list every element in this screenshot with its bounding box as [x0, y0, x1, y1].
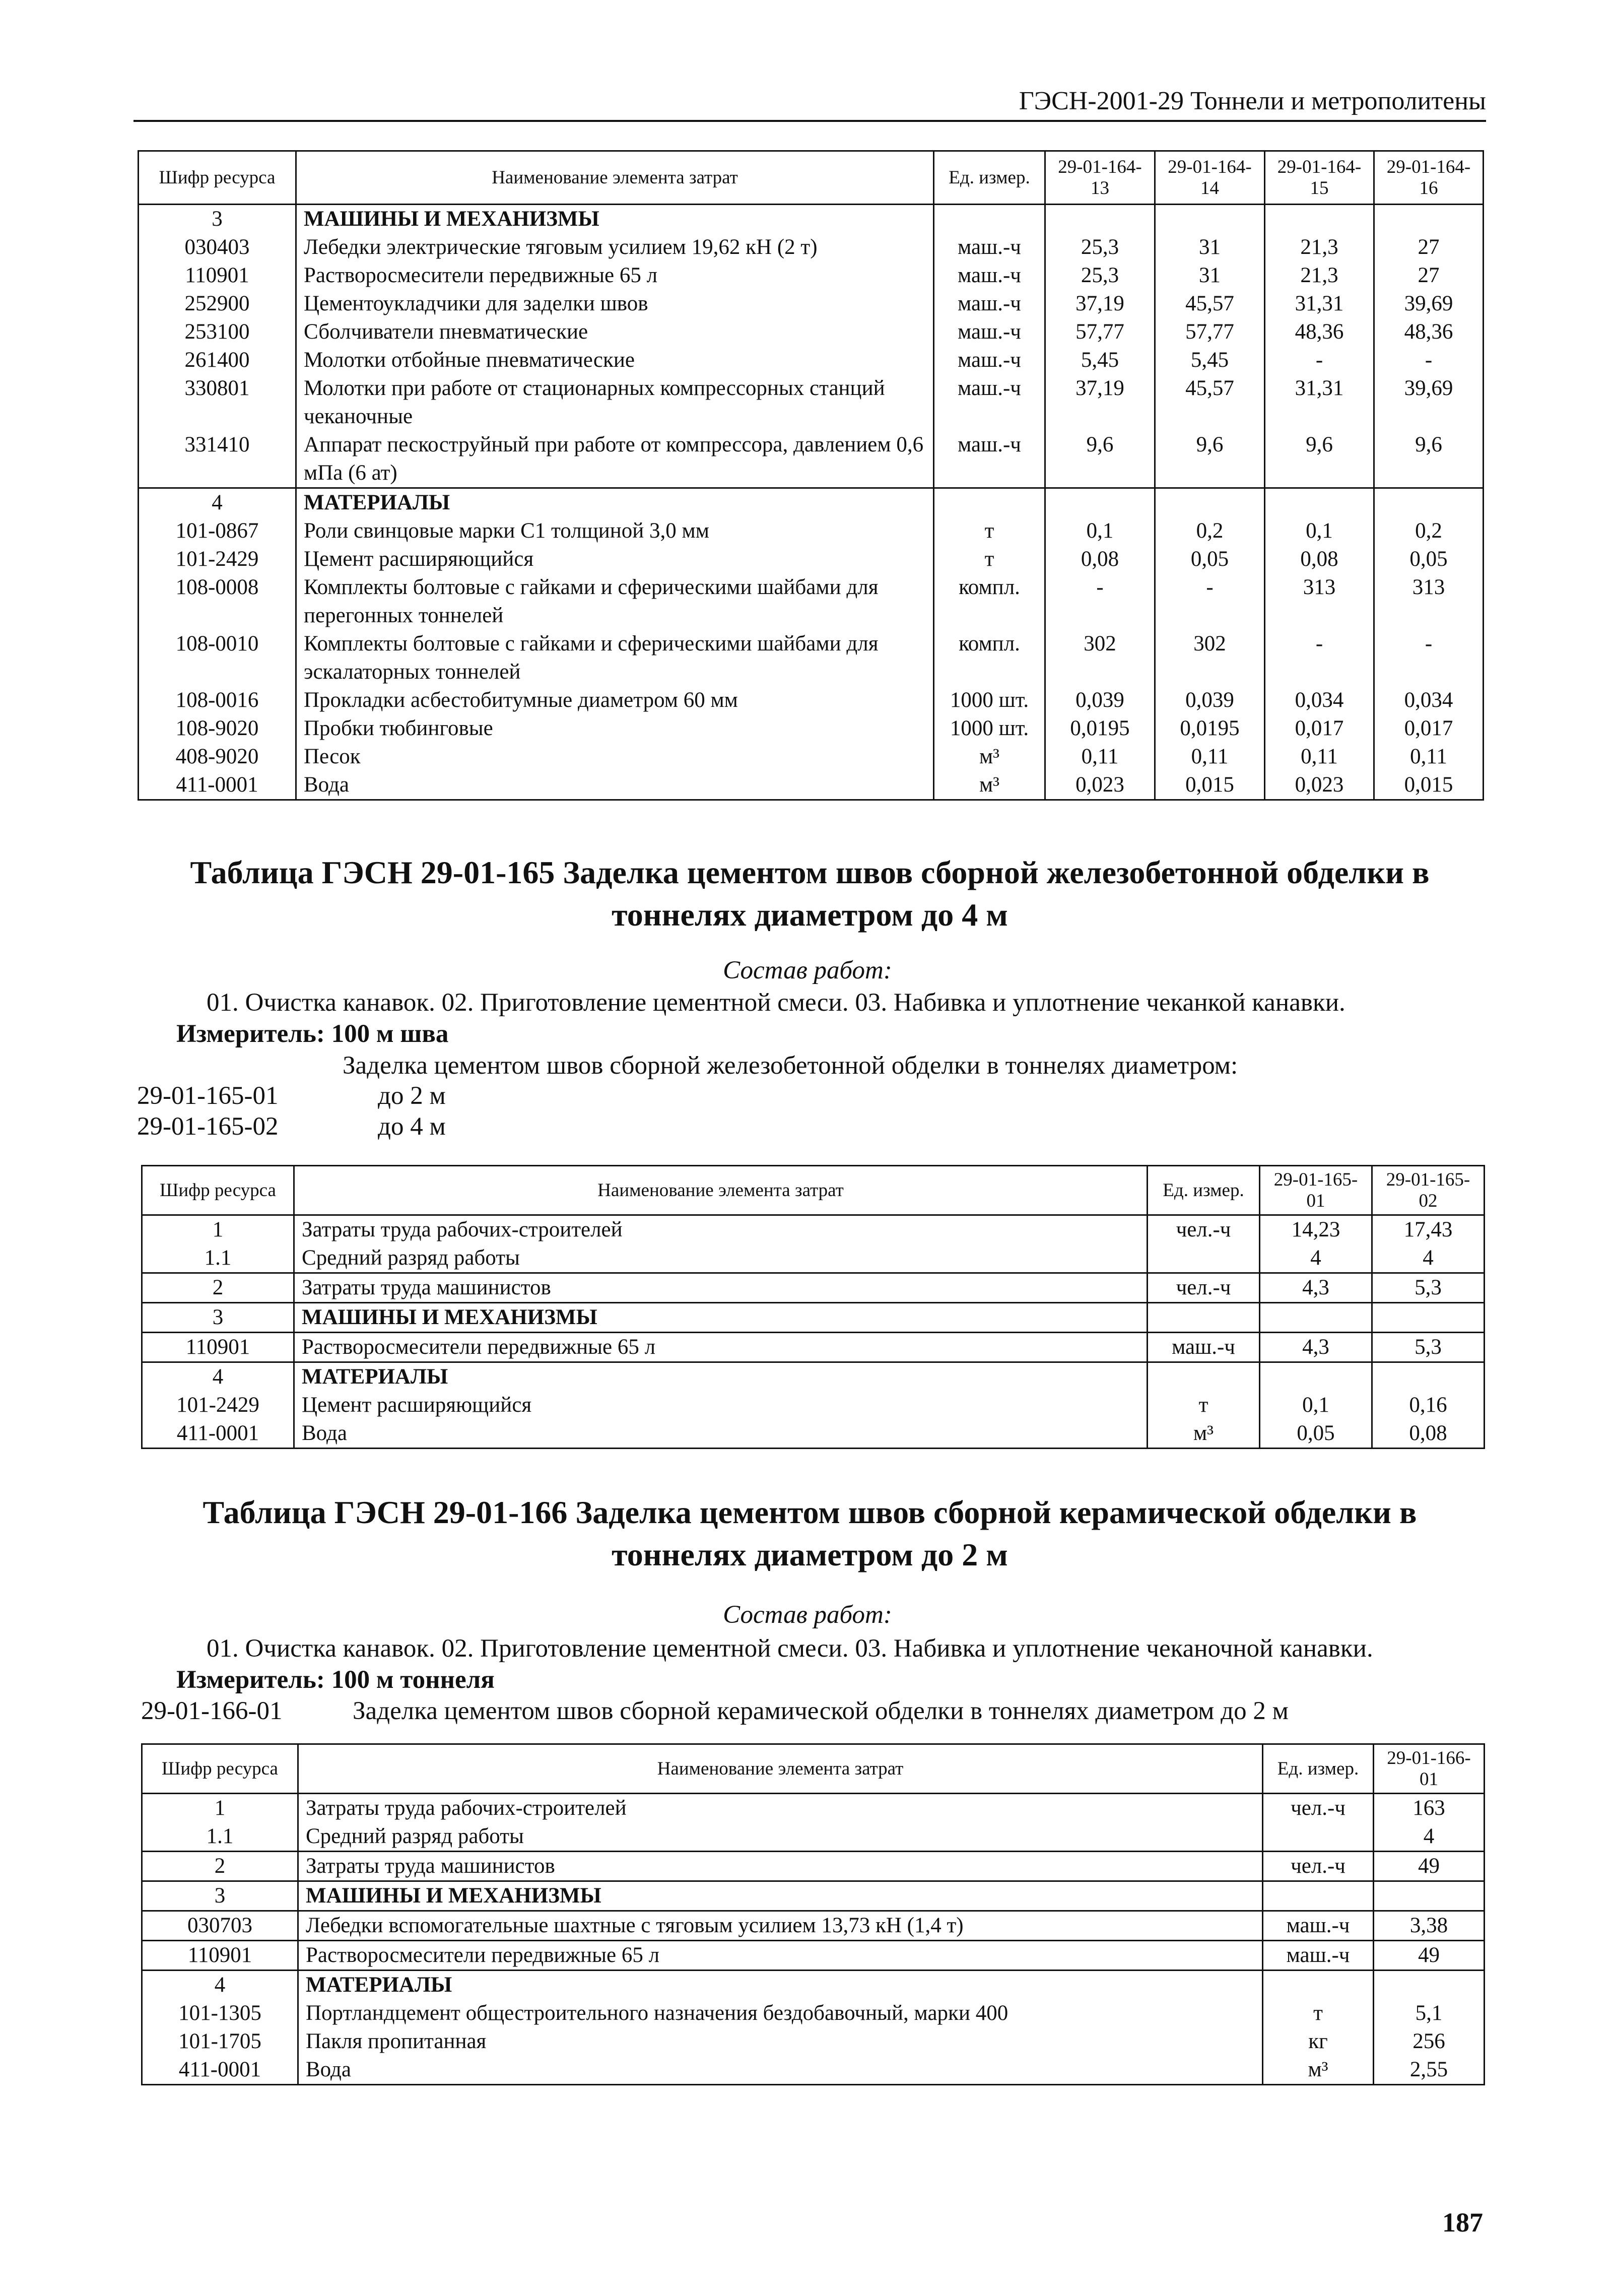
norm-value: 0,034 [1374, 686, 1484, 714]
resource-code: 330801 [139, 374, 296, 431]
unit: 1000 шт. [934, 714, 1045, 743]
unit: м³ [934, 743, 1045, 771]
norm-value: 0,039 [1045, 686, 1155, 714]
item-text: Заделка цементом швов сборной керамической обделки в тоннелях диаметром до 2 м [353, 1697, 1289, 1725]
norm-value: 0,08 [1045, 545, 1155, 573]
norm-value: 256 [1374, 2027, 1485, 2056]
table-row [142, 1911, 1485, 1941]
table-row [139, 290, 1484, 318]
cost-element-name: Комплекты болтовые с гайками и сферическими шайбами для перегонных тоннелей [296, 573, 934, 630]
cost-element-name: Цементоукладчики для заделки швов [296, 290, 934, 318]
norm-value: 0,0195 [1155, 714, 1265, 743]
table-row [142, 1244, 1485, 1273]
table-row [139, 205, 1484, 234]
table-29-01-166 [141, 1743, 1485, 2085]
norm-value: 27 [1374, 261, 1484, 290]
norm-value [1374, 488, 1484, 517]
unit: 1000 шт. [934, 686, 1045, 714]
resource-code: 108-0016 [139, 686, 296, 714]
table-row [142, 1999, 1485, 2027]
resource-code: 1.1 [142, 1244, 294, 1273]
norm-value: 4 [1372, 1244, 1485, 1273]
norm-value: 5,1 [1374, 1999, 1485, 2027]
norm-value [1374, 1971, 1485, 2000]
table-row [142, 1273, 1485, 1303]
unit: м³ [934, 771, 1045, 800]
norm-value: 0,015 [1155, 771, 1265, 800]
table-row [142, 1852, 1485, 1881]
norm-value [1372, 1362, 1485, 1392]
resource-code: 030403 [139, 233, 296, 261]
unit: маш.-ч [934, 290, 1045, 318]
norm-value: 39,69 [1374, 290, 1484, 318]
table-row [139, 488, 1484, 517]
resource-code: 108-9020 [139, 714, 296, 743]
norm-value: 5,3 [1372, 1333, 1485, 1362]
norm-value [1155, 488, 1265, 517]
resource-code: 252900 [139, 290, 296, 318]
norm-value: 25,3 [1045, 233, 1155, 261]
unit [934, 488, 1045, 517]
cost-element-name: Растворосмесители передвижные 65 л [294, 1333, 1148, 1362]
table-row [139, 630, 1484, 686]
norm-value [1155, 205, 1265, 234]
resource-code: 110901 [139, 261, 296, 290]
running-header [133, 87, 1486, 122]
norm-value: 4,3 [1260, 1273, 1372, 1303]
norm-value: - [1374, 630, 1484, 686]
unit: м³ [1263, 2056, 1374, 2085]
norm-value: 45,57 [1155, 374, 1265, 431]
unit: маш.-ч [934, 374, 1045, 431]
unit [1148, 1362, 1260, 1392]
resource-code: 4 [142, 1362, 294, 1392]
resource-code: 108-0008 [139, 573, 296, 630]
cost-element-name: Пробки тюбинговые [296, 714, 934, 743]
norm-value: 31 [1155, 261, 1265, 290]
resource-code: 4 [142, 1971, 298, 2000]
table-row [139, 431, 1484, 488]
table-row [142, 1303, 1485, 1333]
table-row [142, 1419, 1485, 1449]
norm-value: 45,57 [1155, 290, 1265, 318]
cost-element-name: Цемент расширяющийся [296, 545, 934, 573]
table-row [139, 686, 1484, 714]
unit [1263, 1971, 1374, 2000]
table-row [139, 346, 1484, 374]
page-number: 187 [1442, 2207, 1483, 2238]
cost-element-name: Песок [296, 743, 934, 771]
column-header: Шифр ресурса [142, 1744, 298, 1794]
norm-value: 0,16 [1372, 1391, 1485, 1419]
resource-code: 101-1705 [142, 2027, 298, 2056]
table-row [139, 233, 1484, 261]
table-row [139, 714, 1484, 743]
norm-value: 0,11 [1155, 743, 1265, 771]
unit: чел.-ч [1263, 1794, 1374, 1823]
norm-value: 0,1 [1265, 517, 1374, 545]
norm-value: - [1155, 573, 1265, 630]
norm-value: 25,3 [1045, 261, 1155, 290]
table-row [142, 2027, 1485, 2056]
table-row [139, 261, 1484, 290]
column-header: Шифр ресурса [142, 1166, 294, 1215]
norm-value: 49 [1374, 1941, 1485, 1971]
norm-value: 17,43 [1372, 1215, 1485, 1244]
cost-element-name: Молотки при работе от стационарных компрессорных станций чеканочные [296, 374, 934, 431]
norm-value: 31 [1155, 233, 1265, 261]
norm-value: 0,039 [1155, 686, 1265, 714]
cost-element-name: Пакля пропитанная [298, 2027, 1263, 2056]
norm-value: 37,19 [1045, 374, 1155, 431]
unit: компл. [934, 573, 1045, 630]
cost-element-name: Лебедки электрические тяговым усилием 19,62 кН (2 т) [296, 233, 934, 261]
norm-value: 9,6 [1045, 431, 1155, 488]
cost-element-name: Растворосмесители передвижные 65 л [296, 261, 934, 290]
resource-code: 1 [142, 1215, 294, 1244]
cost-element-name: МАТЕРИАЛЫ [294, 1362, 1148, 1392]
norm-value: 2,55 [1374, 2056, 1485, 2085]
cost-element-name: Молотки отбойные пневматические [296, 346, 934, 374]
norm-value: 37,19 [1045, 290, 1155, 318]
unit: маш.-ч [934, 261, 1045, 290]
resource-code: 108-0010 [139, 630, 296, 686]
cost-element-name: Вода [298, 2056, 1263, 2085]
norm-value [1260, 1362, 1372, 1392]
unit [1148, 1244, 1260, 1273]
column-header: 29-01-164-13 [1045, 151, 1155, 205]
resource-code: 110901 [142, 1333, 294, 1362]
resource-code: 101-2429 [142, 1391, 294, 1419]
unit: маш.-ч [1148, 1333, 1260, 1362]
norm-value [1374, 1881, 1485, 1911]
norm-value [1372, 1303, 1485, 1333]
table-row [142, 1391, 1485, 1419]
table-row [139, 374, 1484, 431]
unit: компл. [934, 630, 1045, 686]
composition-label: Состав работ: [723, 1601, 892, 1629]
resource-code: 101-0867 [139, 517, 296, 545]
norm-value: 9,6 [1265, 431, 1374, 488]
column-header: Ед. измер. [934, 151, 1045, 205]
column-header: Наименование элемента затрат [294, 1166, 1148, 1215]
unit: маш.-ч [1263, 1911, 1374, 1941]
resource-code: 411-0001 [142, 2056, 298, 2085]
table-row [142, 1333, 1485, 1362]
norm-value [1374, 205, 1484, 234]
norm-value: 0,05 [1155, 545, 1265, 573]
table-row [142, 1971, 1485, 2000]
unit: маш.-ч [1263, 1941, 1374, 1971]
norm-value: 0,023 [1265, 771, 1374, 800]
works-description: 01. Очистка канавок. 02. Приготовление цементной смеси. 03. Набивка и уплотнение чеканкой канавки. [207, 989, 1345, 1017]
norm-value: - [1045, 573, 1155, 630]
norm-value: 0,08 [1265, 545, 1374, 573]
column-header: 29-01-164-14 [1155, 151, 1265, 205]
norm-value: - [1265, 630, 1374, 686]
resource-code: 4 [139, 488, 296, 517]
cost-element-name: Вода [296, 771, 934, 800]
table-row [139, 545, 1484, 573]
cost-element-name: Цемент расширяющийся [294, 1391, 1148, 1419]
cost-element-name: Затраты труда машинистов [298, 1852, 1263, 1881]
unit [1263, 1822, 1374, 1852]
resource-code: 3 [142, 1881, 298, 1911]
unit: маш.-ч [934, 346, 1045, 374]
table-row [139, 771, 1484, 800]
cost-element-name: Портландцемент общестроительного назначения бездобавочный, марки 400 [298, 1999, 1263, 2027]
table-row [139, 517, 1484, 545]
norm-value: 0,015 [1374, 771, 1484, 800]
cost-element-name: Средний разряд работы [294, 1244, 1148, 1273]
cost-element-name: Растворосмесители передвижные 65 л [298, 1941, 1263, 1971]
norm-value: 0,1 [1260, 1391, 1372, 1419]
norm-value: 49 [1374, 1852, 1485, 1881]
cost-element-name: МАШИНЫ И МЕХАНИЗМЫ [298, 1881, 1263, 1911]
norm-value [1265, 205, 1374, 234]
norm-value: 27 [1374, 233, 1484, 261]
unit: маш.-ч [934, 431, 1045, 488]
norm-value: 0,11 [1265, 743, 1374, 771]
norm-value: 9,6 [1155, 431, 1265, 488]
unit [934, 205, 1045, 234]
cost-element-name: Затраты труда рабочих-строителей [298, 1794, 1263, 1823]
resource-code: 408-9020 [139, 743, 296, 771]
norm-value: 9,6 [1374, 431, 1484, 488]
resource-code: 1.1 [142, 1822, 298, 1852]
unit: маш.-ч [934, 318, 1045, 346]
norm-value: 14,23 [1260, 1215, 1372, 1244]
unit: чел.-ч [1263, 1852, 1374, 1881]
cost-element-name: Прокладки асбестобитумные диаметром 60 мм [296, 686, 934, 714]
item-code: 29-01-166-01 [141, 1697, 283, 1725]
cost-element-name: Затраты труда рабочих-строителей [294, 1215, 1148, 1244]
norm-value: 31,31 [1265, 290, 1374, 318]
meter: Измеритель: 100 м шва [176, 1020, 449, 1048]
unit: т [1263, 1999, 1374, 2027]
table-title-166: Таблица ГЭСН 29-01-166 Заделка цементом швов сборной керамической обделки в тоннелях диаметром до 2 м [203, 1494, 1417, 1572]
resource-code: 411-0001 [142, 1419, 294, 1449]
resource-code: 2 [142, 1273, 294, 1303]
norm-value: 48,36 [1374, 318, 1484, 346]
cost-element-name: МАШИНЫ И МЕХАНИЗМЫ [294, 1303, 1148, 1333]
norm-value: 5,3 [1372, 1273, 1485, 1303]
resource-code: 261400 [139, 346, 296, 374]
norm-value: 0,11 [1374, 743, 1484, 771]
cost-element-name: Комплекты болтовые с гайками и сферическими шайбами для эскалаторных тоннелей [296, 630, 934, 686]
norm-value: 0,08 [1372, 1419, 1485, 1449]
unit: т [1148, 1391, 1260, 1419]
table-29-01-164 [138, 150, 1484, 801]
cost-element-name: Роли свинцовые марки С1 толщиной 3,0 мм [296, 517, 934, 545]
norm-value: 31,31 [1265, 374, 1374, 431]
unit: чел.-ч [1148, 1215, 1260, 1244]
column-header: 29-01-164-15 [1265, 151, 1374, 205]
resource-code: 030703 [142, 1911, 298, 1941]
header-title: ГЭСН-2001-29 Тоннели и метрополитены [1019, 87, 1486, 115]
table-row [142, 2056, 1485, 2085]
unit: чел.-ч [1148, 1273, 1260, 1303]
norm-value [1260, 1303, 1372, 1333]
norm-value: 4 [1374, 1822, 1485, 1852]
norm-value: 302 [1155, 630, 1265, 686]
norm-value: 57,77 [1045, 318, 1155, 346]
item-text: до 2 м [378, 1082, 446, 1110]
resource-code: 2 [142, 1852, 298, 1881]
cost-element-name: Лебедки вспомогательные шахтные с тяговым усилием 13,73 кН (1,4 т) [298, 1911, 1263, 1941]
norm-value: 21,3 [1265, 261, 1374, 290]
norm-value: 0,1 [1045, 517, 1155, 545]
item-text: до 4 м [378, 1112, 446, 1141]
item-code: 29-01-165-01 [137, 1082, 279, 1110]
cost-element-name: Затраты труда машинистов [294, 1273, 1148, 1303]
norm-value: 313 [1265, 573, 1374, 630]
table-29-01-165 [141, 1165, 1485, 1449]
unit: т [934, 545, 1045, 573]
norm-value: 48,36 [1265, 318, 1374, 346]
norm-value: 39,69 [1374, 374, 1484, 431]
column-header: Шифр ресурса [139, 151, 296, 205]
resource-code: 110901 [142, 1941, 298, 1971]
unit: т [934, 517, 1045, 545]
norm-value: 0,034 [1265, 686, 1374, 714]
unit [1263, 1881, 1374, 1911]
norm-value: 4 [1260, 1244, 1372, 1273]
column-header: 29-01-164-16 [1374, 151, 1484, 205]
norm-value [1045, 488, 1155, 517]
table-row [142, 1881, 1485, 1911]
resource-code: 3 [139, 205, 296, 234]
cost-element-name: МАТЕРИАЛЫ [296, 488, 934, 517]
column-header: 29-01-165-01 [1260, 1166, 1372, 1215]
cost-element-name: Аппарат пескоструйный при работе от компрессора, давлением 0,6 мПа (6 ат) [296, 431, 934, 488]
resource-code: 253100 [139, 318, 296, 346]
cost-element-name: Сболчиватели пневматические [296, 318, 934, 346]
resource-code: 1 [142, 1794, 298, 1823]
norm-value: 0,2 [1374, 517, 1484, 545]
composition-label: Состав работ: [723, 956, 892, 985]
norm-value: 302 [1045, 630, 1155, 686]
norm-value: 4,3 [1260, 1333, 1372, 1362]
norm-value [1265, 488, 1374, 517]
resource-code: 101-1305 [142, 1999, 298, 2027]
unit: кг [1263, 2027, 1374, 2056]
norm-value: 21,3 [1265, 233, 1374, 261]
norm-value: 5,45 [1045, 346, 1155, 374]
works-description: 01. Очистка канавок. 02. Приготовление цементной смеси. 03. Набивка и уплотнение чеканочной канавки. [207, 1634, 1373, 1663]
norm-value: - [1265, 346, 1374, 374]
column-header: 29-01-166-01 [1374, 1744, 1485, 1794]
meter: Измеритель: 100 м тоннеля [176, 1666, 495, 1694]
table-row [142, 1822, 1485, 1852]
item-code: 29-01-165-02 [137, 1112, 279, 1141]
norm-value: 0,017 [1374, 714, 1484, 743]
cost-element-name: МАТЕРИАЛЫ [298, 1971, 1263, 2000]
unit [1148, 1303, 1260, 1333]
cost-element-name: МАШИНЫ И МЕХАНИЗМЫ [296, 205, 934, 234]
norm-value [1045, 205, 1155, 234]
norm-value: 0,05 [1260, 1419, 1372, 1449]
norm-value: 0,2 [1155, 517, 1265, 545]
norm-value: 0,023 [1045, 771, 1155, 800]
table-row [139, 573, 1484, 630]
table-row [142, 1362, 1485, 1392]
table-row [142, 1794, 1485, 1823]
table-row [139, 743, 1484, 771]
norm-value: 0,11 [1045, 743, 1155, 771]
item-group-description: Заделка цементом швов сборной железобетонной обделки в тоннелях диаметром: [343, 1052, 1238, 1080]
table-row [142, 1941, 1485, 1971]
unit: м³ [1148, 1419, 1260, 1449]
norm-value: 313 [1374, 573, 1484, 630]
norm-value: 3,38 [1374, 1911, 1485, 1941]
column-header: 29-01-165-02 [1372, 1166, 1485, 1215]
norm-value: 5,45 [1155, 346, 1265, 374]
norm-value: 0,05 [1374, 545, 1484, 573]
resource-code: 3 [142, 1303, 294, 1333]
column-header: Ед. измер. [1263, 1744, 1374, 1794]
unit: маш.-ч [934, 233, 1045, 261]
table-row [142, 1215, 1485, 1244]
norm-value: - [1374, 346, 1484, 374]
column-header: Наименование элемента затрат [298, 1744, 1263, 1794]
table-row [139, 318, 1484, 346]
norm-value: 163 [1374, 1794, 1485, 1823]
cost-element-name: Средний разряд работы [298, 1822, 1263, 1852]
resource-code: 411-0001 [139, 771, 296, 800]
column-header: Наименование элемента затрат [296, 151, 934, 205]
norm-value: 57,77 [1155, 318, 1265, 346]
resource-code: 101-2429 [139, 545, 296, 573]
norm-value: 0,017 [1265, 714, 1374, 743]
table-title-165: Таблица ГЭСН 29-01-165 Заделка цементом швов сборной железобетонной обделки в тоннелях диаметром до 4 м [190, 855, 1430, 933]
cost-element-name: Вода [294, 1419, 1148, 1449]
resource-code: 331410 [139, 431, 296, 488]
norm-value: 0,0195 [1045, 714, 1155, 743]
column-header: Ед. измер. [1148, 1166, 1260, 1215]
